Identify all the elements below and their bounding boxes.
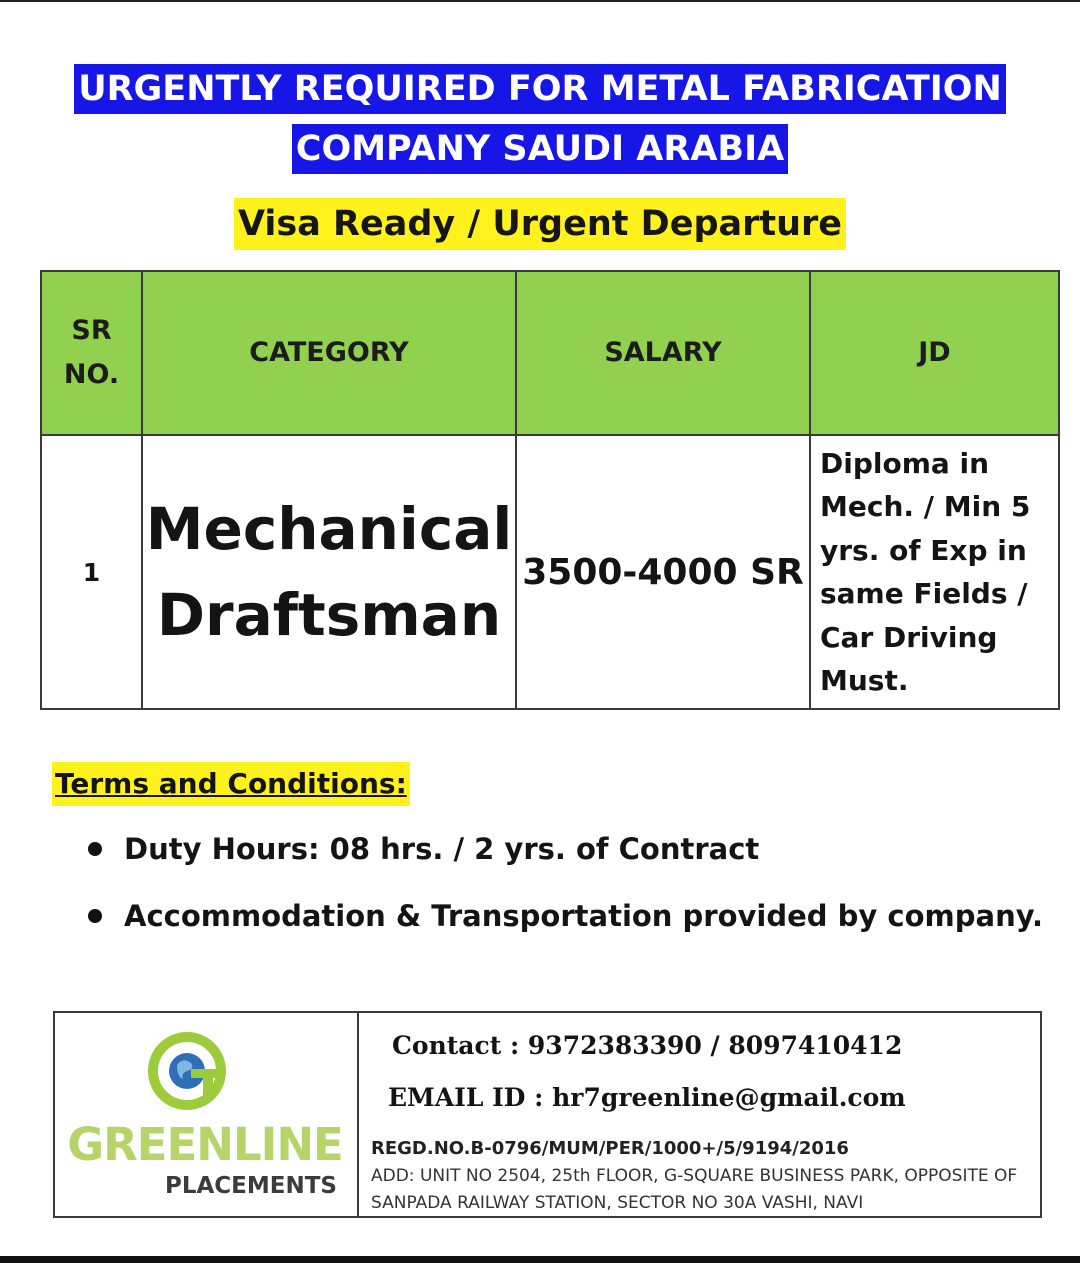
terms-list (88, 820, 1043, 954)
terms-item-text: Accommodation & Transportation provided by company. (124, 899, 1043, 933)
category-line1: Mechanical (145, 495, 513, 563)
cell-salary: 3500-4000 SR (516, 435, 810, 709)
title-line-1-wrap (0, 64, 1080, 114)
contact-phone: Contact : 9372383390 / 8097410412 (392, 1031, 903, 1060)
logo-subtitle: PLACEMENTS (164, 1173, 337, 1199)
logo-name: GREENLINE (67, 1118, 343, 1171)
terms-heading: Terms and Conditions: (52, 762, 410, 806)
cell-category (142, 435, 516, 709)
header-jd: JD (810, 271, 1059, 435)
jd-line: Diploma in (820, 446, 990, 480)
jobs-table (40, 270, 1060, 710)
logo-cell (55, 1013, 359, 1216)
table-row (41, 435, 1059, 709)
terms-item-text: Duty Hours: 08 hrs. / 2 yrs. of Contract (124, 832, 760, 866)
footer-box (53, 1011, 1042, 1218)
header-sr-line2: NO. (63, 359, 120, 390)
category-line2: Draftsman (156, 581, 502, 649)
registration-number: REGD.NO.B-0796/MUM/PER/1000+/5/9194/2016 (371, 1138, 849, 1159)
table-header-row (41, 271, 1059, 435)
title-line-2-wrap (0, 124, 1080, 174)
top-border-line (0, 0, 1080, 2)
cell-jd (810, 435, 1059, 709)
contact-email: EMAIL ID : hr7greenline@gmail.com (388, 1083, 906, 1112)
terms-item (88, 887, 1043, 945)
subtitle-wrap (0, 198, 1080, 250)
header-sr-line1: SR (71, 315, 112, 346)
jd-line: Must. (820, 664, 909, 697)
header-category: CATEGORY (142, 271, 516, 435)
cell-sr-no: 1 (41, 435, 142, 709)
jd-line: yrs. of Exp in (820, 533, 1027, 567)
jd-line: Mech. / Min 5 (820, 490, 1031, 523)
jd-line: same Fields / (820, 577, 1028, 610)
terms-item (88, 820, 1043, 878)
title-line-2: COMPANY SAUDI ARABIA (292, 124, 788, 174)
contact-info-cell (359, 1013, 1040, 1216)
globe-g-logo-icon (147, 1031, 227, 1111)
header-salary: SALARY (516, 271, 810, 435)
title-line-1: URGENTLY REQUIRED FOR METAL FABRICATION (74, 64, 1006, 114)
bullet-icon (88, 909, 102, 923)
bottom-border-line (0, 1256, 1080, 1263)
bullet-icon (88, 842, 102, 856)
address: ADD: UNIT NO 2504, 25th FLOOR, G-SQUARE BUSINESS PARK, OPPOSITE OF SANPADA RAILWAY STATION, SECTOR NO 30A VASHI, NAVI (371, 1166, 1018, 1213)
header-sr-no (41, 271, 142, 435)
subtitle: Visa Ready / Urgent Departure (234, 198, 846, 250)
jd-line: Car Driving (820, 620, 998, 654)
